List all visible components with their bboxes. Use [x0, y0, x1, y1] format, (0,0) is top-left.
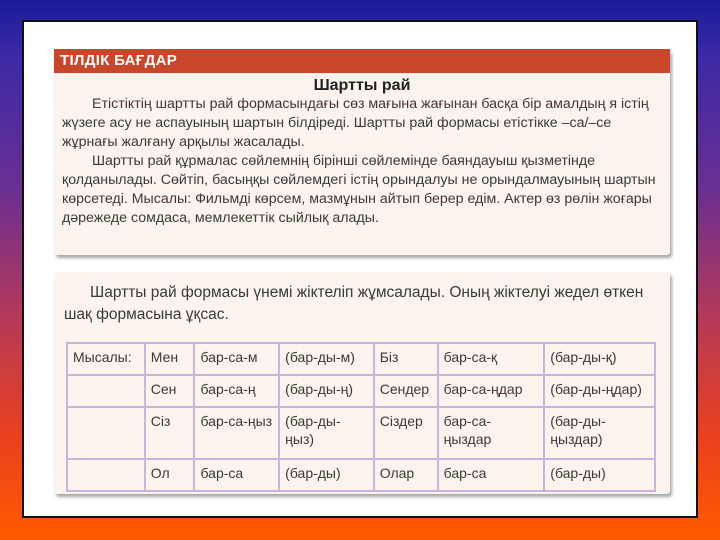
table-cell: бар-са-м — [194, 343, 279, 375]
table-cell: (бар-ды-ң) — [279, 375, 374, 407]
table-cell — [67, 407, 145, 459]
definition-paragraph: Етістіктің шартты рай формасындағы сөз мағына жағынан басқа бір амалдың я істің жүзеге асу не аспауының шартын білдіреді. Шартты рай формасы етістікке –са/–се жұрнағы жалғану арқылы жасалады. — [62, 96, 649, 150]
table-cell — [67, 375, 145, 407]
table-cell: (бар-ды) — [279, 459, 374, 491]
conjugation-card — [54, 272, 670, 494]
table-cell: Мысалы: — [67, 343, 145, 375]
table-cell — [67, 459, 145, 491]
table-row — [67, 407, 655, 459]
table-cell: (бар-ды) — [544, 459, 655, 491]
conjugation-table — [66, 342, 656, 492]
table-row — [67, 375, 655, 407]
table-cell: бар-са-ң — [194, 375, 279, 407]
table-cell: (бар-ды-ңдар) — [544, 375, 655, 407]
table-cell: Сіз — [145, 407, 195, 459]
table-cell: Мен — [145, 343, 195, 375]
table-cell: бар-са-ңдар — [438, 375, 545, 407]
table-row — [67, 459, 655, 491]
usage-paragraph: Шартты рай құрмалас сөйлемнің бірінші сөйлемінде баяндауыш қызметінде қолданылады. Сөйтіп, басыңқы сөйлемдегі істің орындалуы не орындалмауының шартын көрсетеді. Мысалы: Фильмді көрсем, мазмұнын айтып берер едім. Актер өз рөлін жоғары дәрежеде сомдаса, мемлекеттік сыйлық алады. — [62, 153, 656, 226]
conjugation-intro: Шартты рай формасы үнемі жіктеліп жұмсалады. Оның жіктелуі жедел өткен шақ формасына ұқсас. — [64, 284, 644, 323]
slide-frame — [22, 20, 698, 518]
table-cell: Сіздер — [374, 407, 438, 459]
grammar-note-card — [54, 49, 670, 255]
table-cell: (бар-ды-ңыздар) — [544, 407, 655, 459]
table-cell: Сен — [145, 375, 195, 407]
table-cell: бар-са-қ — [438, 343, 545, 375]
table-cell: бар-са — [194, 459, 279, 491]
table-cell: бар-са-ңыз — [194, 407, 279, 459]
table-cell: (бар-ды-ңыз) — [279, 407, 374, 459]
table-cell: Сендер — [374, 375, 438, 407]
table-row — [67, 343, 655, 375]
section-title: Шартты рай — [313, 77, 411, 94]
section-header-bar: ТІЛДІК БАҒДАР — [54, 49, 670, 73]
table-cell: Ол — [145, 459, 195, 491]
table-cell: Олар — [374, 459, 438, 491]
table-cell: бар-са — [438, 459, 545, 491]
table-cell: бар-са-ңыздар — [438, 407, 545, 459]
table-cell: (бар-ды-қ) — [544, 343, 655, 375]
table-cell: Біз — [374, 343, 438, 375]
table-cell: (бар-ды-м) — [279, 343, 374, 375]
